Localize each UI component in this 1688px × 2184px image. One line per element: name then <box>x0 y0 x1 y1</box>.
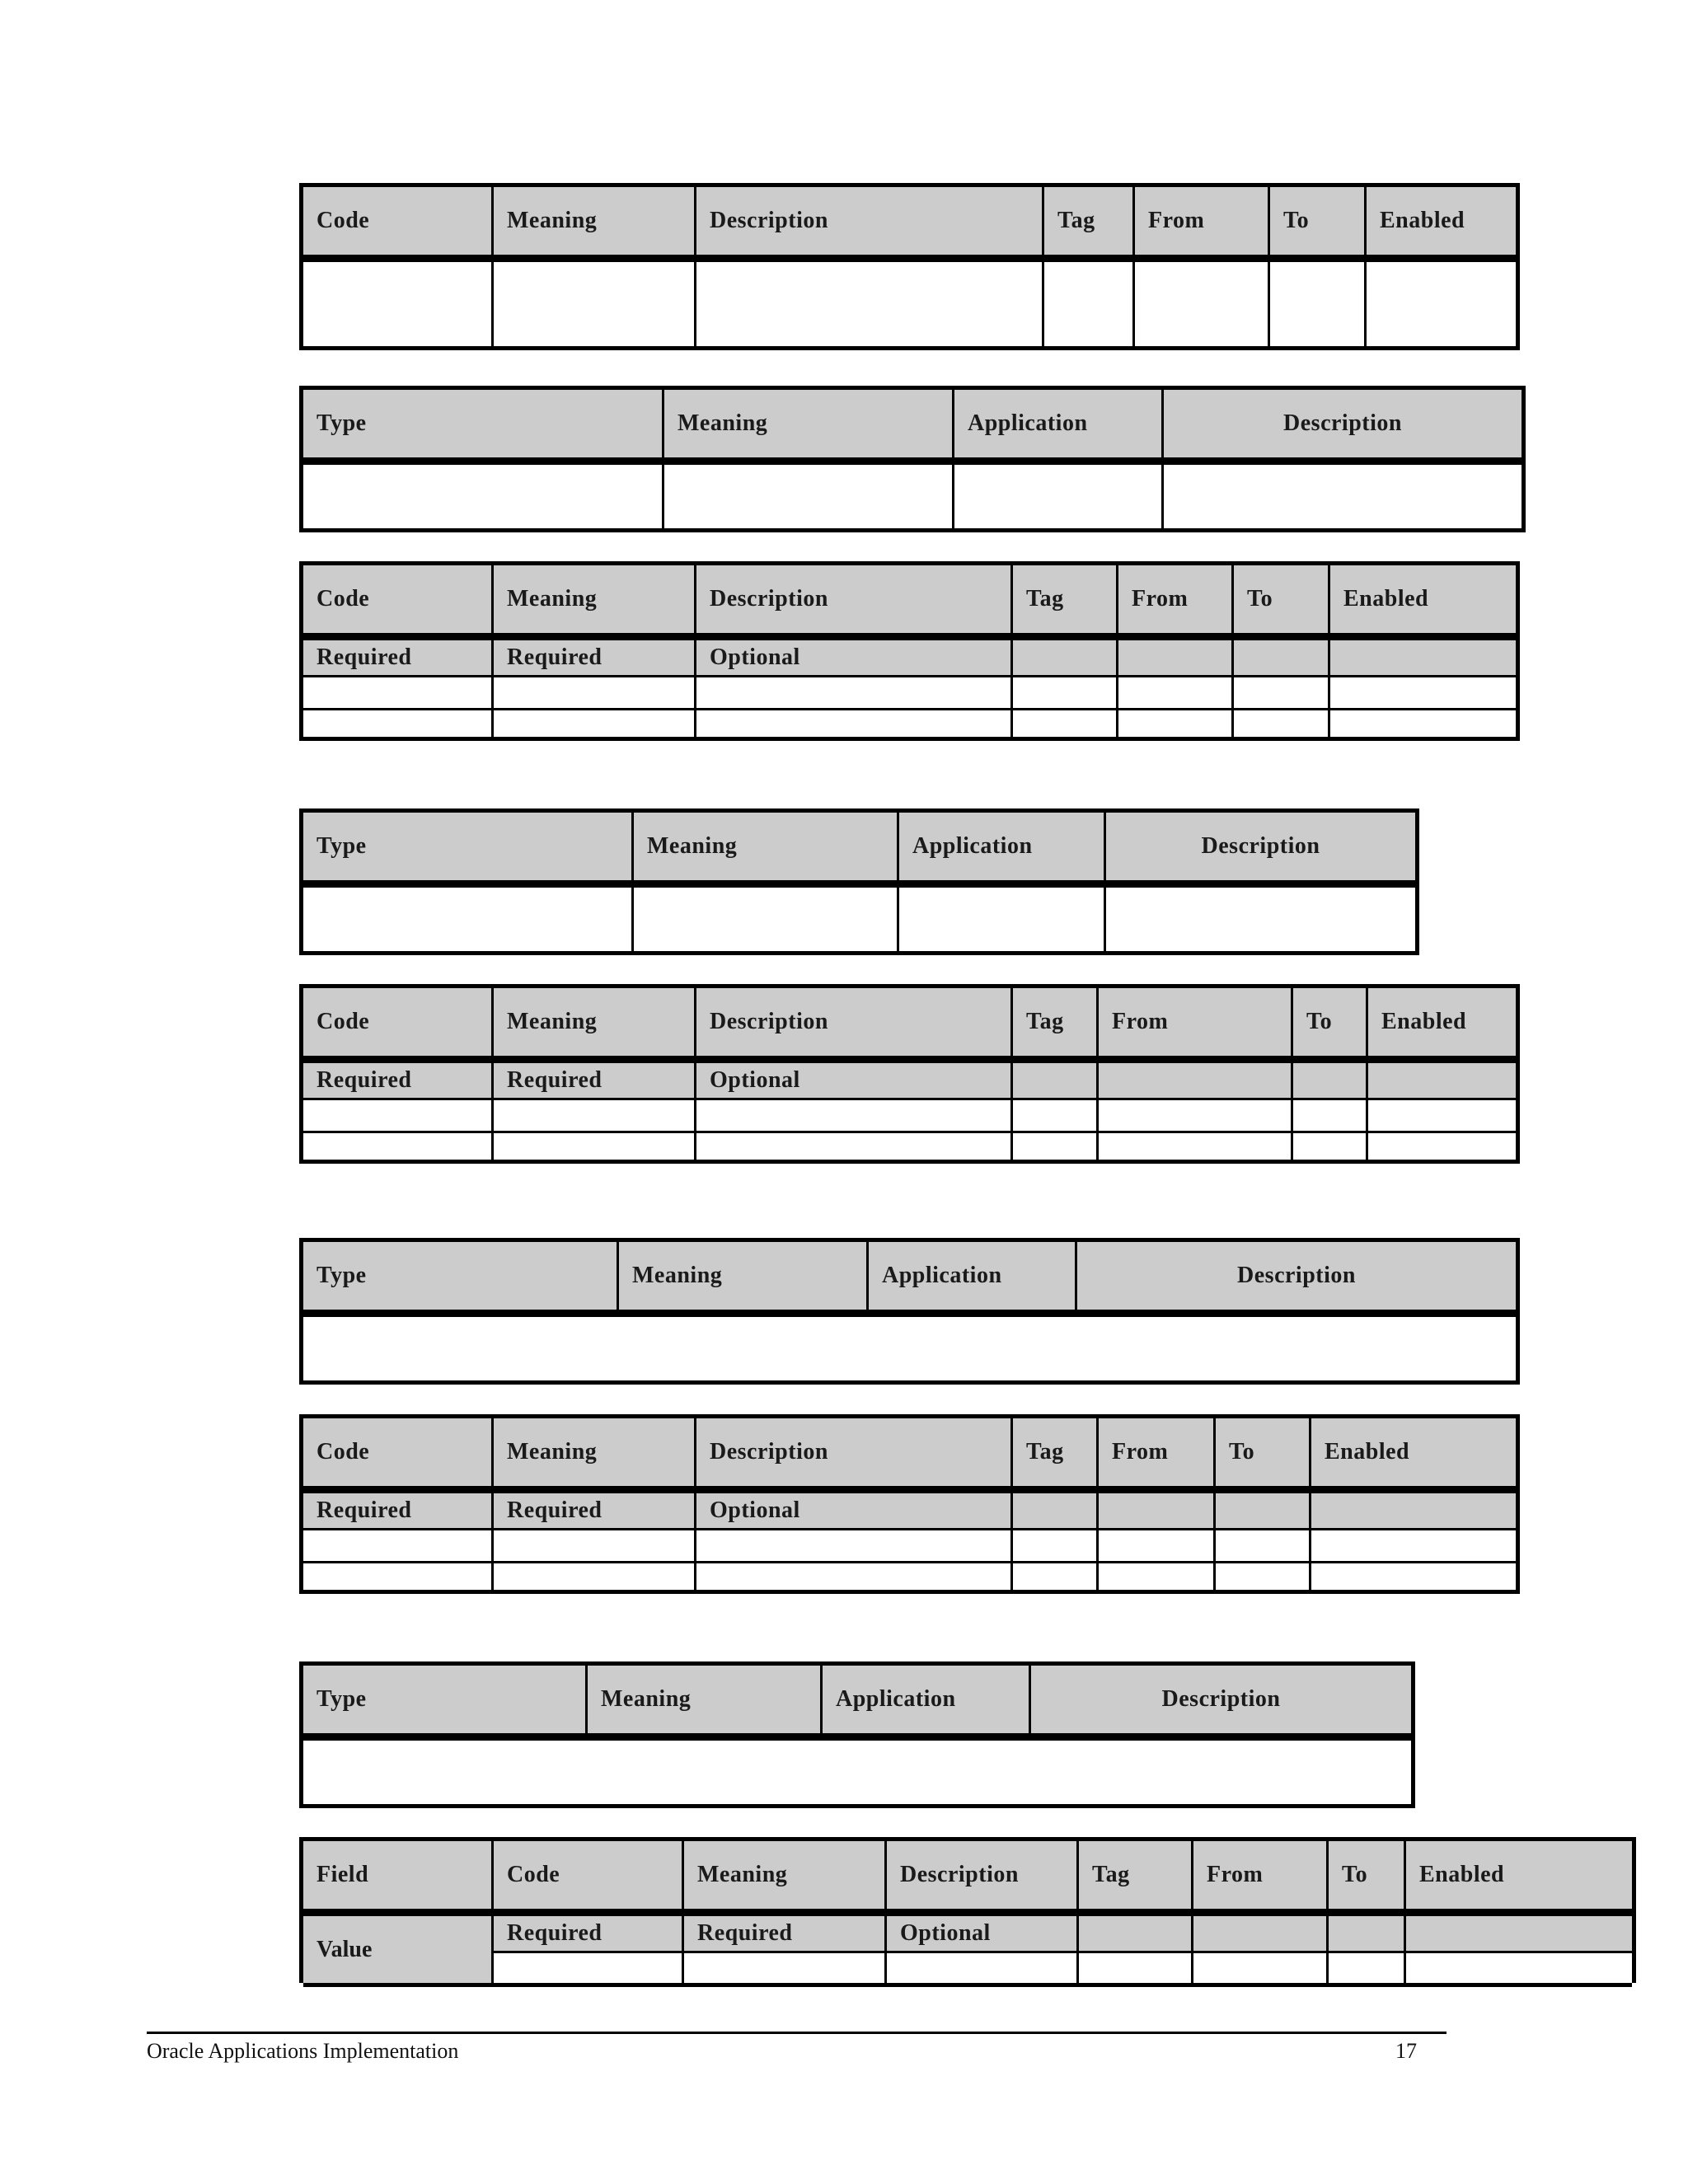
table-row <box>303 465 1522 528</box>
column-header-description: Description <box>694 565 1010 633</box>
column-header-type: Type <box>316 1263 367 1288</box>
page-number: 17 <box>1395 2039 1417 2063</box>
table-row <box>303 677 1516 708</box>
requirement-row <box>303 1493 1516 1528</box>
requirement-cell-meaning: Required <box>491 640 694 675</box>
table-cell <box>952 465 1161 528</box>
requirement-cell-code: Required <box>316 1497 412 1523</box>
table-cell <box>1268 262 1364 346</box>
column-header-description: Description <box>1029 1666 1411 1733</box>
column-header-code: Code <box>316 586 370 612</box>
table-row <box>303 888 1415 951</box>
table-row <box>303 1530 1516 1561</box>
field-value-table <box>299 1837 1636 1983</box>
column-header-enabled: Enabled <box>1328 565 1516 633</box>
requirement-cell-description: Optional <box>694 640 1010 675</box>
column-header-description: Description <box>694 988 1010 1056</box>
column-header-from: From <box>1132 187 1268 255</box>
requirement-cell-meaning: Required <box>491 1493 694 1528</box>
requirement-cell-description: Optional <box>694 1063 1010 1098</box>
column-header-from: From <box>1096 988 1291 1056</box>
type-table-3 <box>299 1238 1520 1385</box>
column-header-application: Application <box>820 1666 1029 1733</box>
column-header-description: Description <box>1104 813 1415 880</box>
column-header-description: Description <box>1075 1242 1516 1310</box>
type-table-4 <box>299 1661 1415 1808</box>
column-header-tag: Tag <box>1076 1841 1191 1909</box>
column-header-description: Description <box>884 1841 1076 1909</box>
requirement-cell-description: Optional <box>884 1916 1076 1951</box>
column-header-meaning: Meaning <box>491 1418 694 1486</box>
column-header-to: To <box>1213 1418 1309 1486</box>
header-row <box>303 565 1516 633</box>
column-header-type: Type <box>316 1686 367 1712</box>
table-row <box>303 1741 1411 1804</box>
table-cell <box>303 465 662 528</box>
column-header-meaning: Meaning <box>682 1841 884 1909</box>
column-header-type: Type <box>316 410 367 436</box>
table-row <box>303 710 1516 737</box>
header-row <box>303 1841 1632 1909</box>
code-table-4 <box>299 1414 1520 1594</box>
header-row <box>303 390 1522 457</box>
column-header-meaning: Meaning <box>491 187 694 255</box>
requirement-cell-code: Required <box>316 644 412 670</box>
table-cell <box>1364 262 1516 346</box>
column-header-to: To <box>1291 988 1366 1056</box>
column-header-enabled: Enabled <box>1366 988 1516 1056</box>
header-row <box>303 988 1516 1056</box>
table-row <box>491 1953 1632 1987</box>
column-header-from: From <box>1096 1418 1213 1486</box>
table-row <box>303 1317 1516 1380</box>
table-row <box>303 1100 1516 1131</box>
column-header-meaning: Meaning <box>585 1666 820 1733</box>
table-row <box>303 1563 1516 1590</box>
footer-rule <box>147 2032 1447 2034</box>
column-header-application: Application <box>897 813 1104 880</box>
column-header-meaning: Meaning <box>491 565 694 633</box>
column-header-from: From <box>1116 565 1231 633</box>
requirement-row <box>303 1063 1516 1098</box>
column-header-code: Code <box>316 1439 370 1465</box>
column-header-type: Type <box>316 833 367 859</box>
table-row <box>303 1133 1516 1160</box>
requirement-cell-meaning: Required <box>682 1916 884 1951</box>
column-header-code: Code <box>316 1009 370 1034</box>
code-table-1 <box>299 183 1520 350</box>
table-cell <box>491 262 694 346</box>
code-table-2 <box>299 561 1520 741</box>
column-header-field: Field <box>316 1862 369 1887</box>
table-cell <box>1161 465 1522 528</box>
column-header-meaning: Meaning <box>617 1242 866 1310</box>
column-header-to: To <box>1268 187 1364 255</box>
field-value-label-cell: Value <box>303 1916 491 1987</box>
type-table-1 <box>299 386 1526 532</box>
column-header-application: Application <box>952 390 1161 457</box>
column-header-meaning: Meaning <box>662 390 952 457</box>
type-table-2 <box>299 808 1419 955</box>
requirement-cell-code: Required <box>316 1067 412 1093</box>
table-cell <box>1132 262 1268 346</box>
column-header-tag: Tag <box>1010 565 1116 633</box>
column-header-code: Code <box>491 1841 682 1909</box>
code-table-3 <box>299 984 1520 1164</box>
column-header-code: Code <box>316 208 370 233</box>
column-header-from: From <box>1191 1841 1326 1909</box>
column-header-tag: Tag <box>1042 187 1132 255</box>
header-row <box>303 813 1415 880</box>
column-header-enabled: Enabled <box>1364 187 1516 255</box>
column-header-tag: Tag <box>1010 988 1096 1056</box>
column-header-to: To <box>1326 1841 1404 1909</box>
column-header-enabled: Enabled <box>1309 1418 1516 1486</box>
requirement-cell-description: Optional <box>694 1493 1010 1528</box>
column-header-description: Description <box>694 187 1042 255</box>
column-header-to: To <box>1231 565 1328 633</box>
header-row <box>303 1666 1411 1733</box>
table-cell <box>662 465 952 528</box>
requirement-cell-code: Required <box>491 1916 682 1951</box>
table-cell <box>303 262 491 346</box>
requirement-row <box>491 1916 1632 1951</box>
table-row <box>303 262 1516 346</box>
table-cell <box>694 262 1042 346</box>
requirement-cell-meaning: Required <box>491 1063 694 1098</box>
column-header-description: Description <box>694 1418 1010 1486</box>
header-row <box>303 187 1516 255</box>
footer-title: Oracle Applications Implementation <box>147 2039 459 2063</box>
requirement-row <box>303 640 1516 675</box>
column-header-application: Application <box>866 1242 1075 1310</box>
header-row <box>303 1242 1516 1310</box>
header-row <box>303 1418 1516 1486</box>
column-header-description: Description <box>1161 390 1522 457</box>
column-header-tag: Tag <box>1010 1418 1096 1486</box>
column-header-meaning: Meaning <box>631 813 897 880</box>
table-cell <box>1042 262 1132 346</box>
column-header-meaning: Meaning <box>491 988 694 1056</box>
column-header-enabled: Enabled <box>1404 1841 1632 1909</box>
